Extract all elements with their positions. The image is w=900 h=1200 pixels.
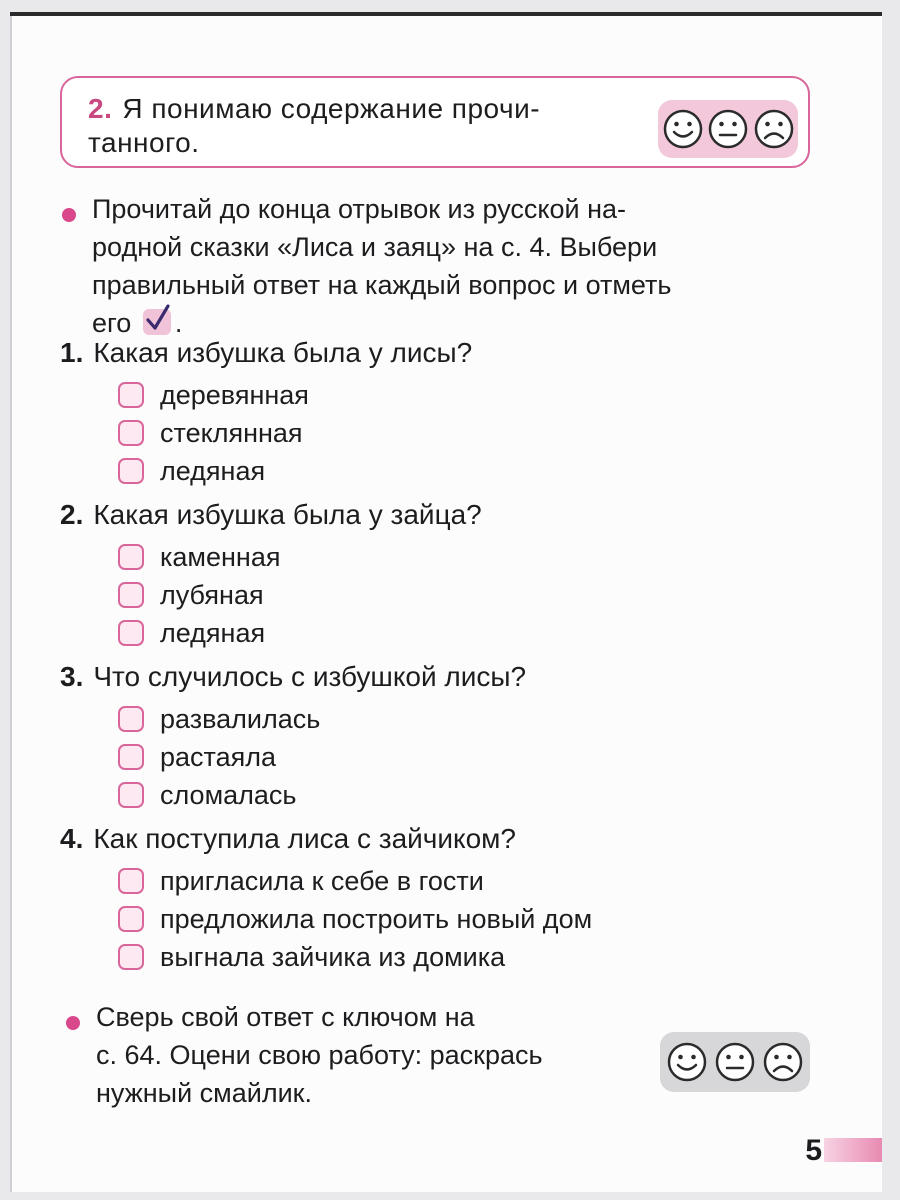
option-label: предложила построить новый дом — [160, 904, 593, 934]
answer-checkbox[interactable] — [118, 744, 144, 770]
option-label: ледяная — [160, 456, 266, 486]
self-check-instruction — [96, 998, 626, 1112]
neutral-face-icon[interactable] — [714, 1041, 756, 1083]
answer-checkbox[interactable] — [118, 582, 144, 608]
check-line-1: Сверь свой ответ с ключом на — [96, 1002, 475, 1032]
page-number-stripe — [824, 1138, 882, 1162]
task-line-4-end: . — [174, 308, 183, 338]
option-2-3[interactable] — [118, 616, 265, 650]
answer-checkbox[interactable] — [118, 620, 144, 646]
option-label: развалилась — [160, 704, 321, 734]
option-label: деревянная — [160, 380, 309, 410]
option-4-3[interactable] — [118, 940, 505, 974]
goal-line-2: танного. — [88, 127, 200, 158]
answer-checkbox[interactable] — [118, 782, 144, 808]
check-bullet — [66, 1016, 80, 1030]
goal-text — [88, 92, 540, 160]
option-label: пригласила к себе в гости — [160, 866, 484, 896]
option-3-3[interactable] — [118, 778, 297, 812]
task-line-4-start: его — [92, 308, 132, 338]
option-2-2[interactable] — [118, 578, 264, 612]
answer-checkbox[interactable] — [118, 706, 144, 732]
question-4 — [60, 822, 516, 856]
task-instruction — [92, 190, 812, 342]
option-2-1[interactable] — [118, 540, 280, 574]
question-text: Какая избушка была у зайца? — [93, 499, 482, 530]
answer-checkbox[interactable] — [118, 458, 144, 484]
workbook-page — [10, 12, 882, 1192]
answer-checkbox[interactable] — [118, 420, 144, 446]
check-mark-icon — [143, 309, 171, 335]
answer-checkbox[interactable] — [118, 906, 144, 932]
check-line-3: нужный смайлик. — [96, 1078, 312, 1108]
task-line-3: правильный ответ на каждый вопрос и отметь — [92, 270, 672, 300]
neutral-face-icon[interactable] — [707, 108, 749, 150]
answer-checkbox[interactable] — [118, 544, 144, 570]
question-number: 3. — [60, 661, 84, 692]
option-label: каменная — [160, 542, 281, 572]
option-4-2[interactable] — [118, 902, 592, 936]
answer-checkbox[interactable] — [118, 868, 144, 894]
question-number: 4. — [60, 823, 84, 854]
option-1-2[interactable] — [118, 416, 303, 450]
option-label: лубяная — [160, 580, 264, 610]
option-label: сломалась — [160, 780, 297, 810]
goal-number: 2. — [88, 93, 113, 124]
page-number: 5 — [805, 1134, 822, 1167]
option-label: выгнала зайчика из домика — [160, 942, 506, 972]
option-3-2[interactable] — [118, 740, 276, 774]
question-1 — [60, 336, 472, 370]
option-label: стеклянная — [160, 418, 303, 448]
task-bullet — [62, 208, 76, 222]
option-1-3[interactable] — [118, 454, 265, 488]
self-assessment-smileys-bottom — [660, 1032, 810, 1092]
question-number: 2. — [60, 499, 84, 530]
happy-face-icon[interactable] — [666, 1041, 708, 1083]
answer-checkbox[interactable] — [118, 382, 144, 408]
check-line-2: с. 64. Оцени свою работу: раскрась — [96, 1040, 543, 1070]
option-4-1[interactable] — [118, 864, 484, 898]
task-line-2: родной сказки «Лиса и заяц» на с. 4. Выбери — [92, 232, 658, 262]
answer-checkbox[interactable] — [118, 944, 144, 970]
sad-face-icon[interactable] — [762, 1041, 804, 1083]
option-label: ледяная — [160, 618, 266, 648]
sad-face-icon[interactable] — [753, 108, 795, 150]
question-number: 1. — [60, 337, 84, 368]
goal-line-1: Я понимаю содержание прочи- — [122, 93, 541, 124]
task-line-1: Прочитай до конца отрывок из русской на- — [92, 194, 627, 224]
option-1-1[interactable] — [118, 378, 309, 412]
option-3-1[interactable] — [118, 702, 320, 736]
option-label: растаяла — [160, 742, 277, 772]
question-text: Какая избушка была у лисы? — [93, 337, 473, 368]
question-2 — [60, 498, 482, 532]
question-text: Что случилось с избушкой лисы? — [93, 661, 527, 692]
happy-face-icon[interactable] — [662, 108, 704, 150]
question-text: Как поступила лиса с зайчиком? — [93, 823, 516, 854]
question-3 — [60, 660, 526, 694]
self-assessment-smileys-top — [658, 100, 798, 158]
goal-box — [60, 76, 810, 168]
